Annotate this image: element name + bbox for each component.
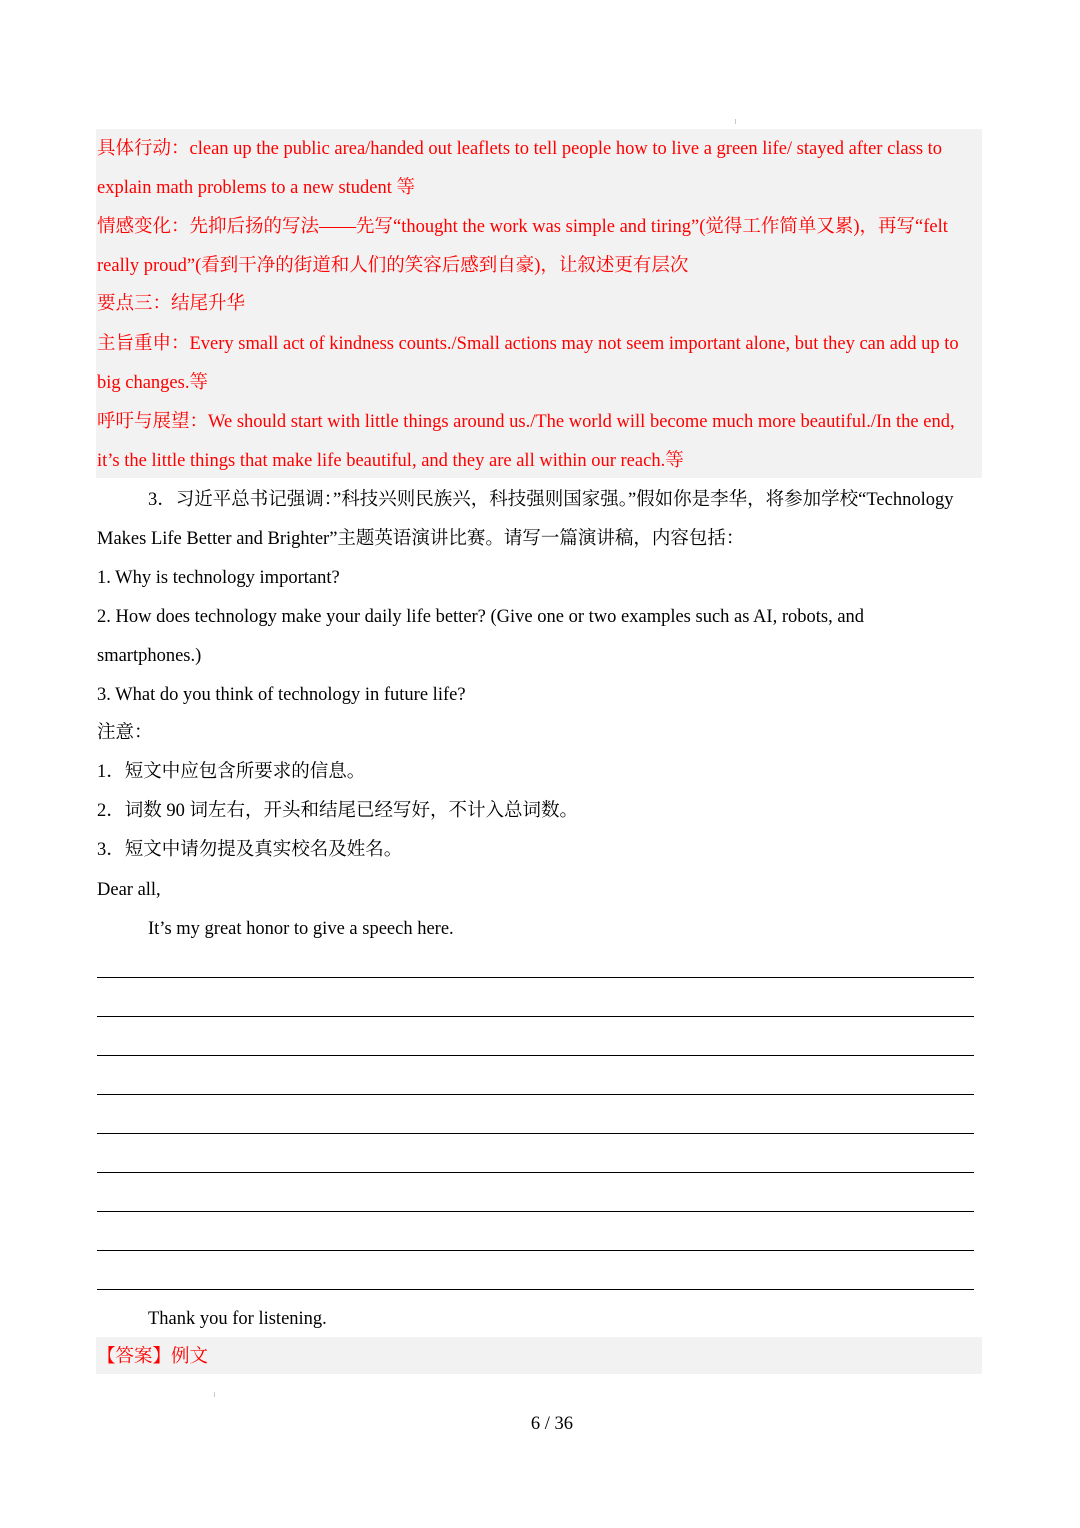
question-point-3: 3. What do you think of technology in future life?: [97, 685, 466, 705]
answer-line-8: 呼吁与展望：We should start with little things around us./The world will become much more beautiful./In the end,: [97, 412, 955, 432]
page-number: 6 / 36: [530, 1414, 574, 1434]
answer-line-2: explain math problems to a new student 等: [97, 178, 416, 198]
question-point-2-line-2: smartphones.): [97, 646, 202, 666]
writing-line: [97, 1289, 974, 1290]
note-1: 1．短文中应包含所要求的信息。: [97, 762, 366, 782]
question-intro-line-2: Makes Life Better and Brighter”主题英语演讲比赛。请写一篇演讲稿，内容包括：: [97, 529, 745, 549]
writing-line: [97, 1094, 974, 1095]
answer-label-highlight: [96, 1337, 982, 1374]
answer-label: 【答案】例文: [97, 1347, 209, 1367]
writing-line: [97, 977, 974, 978]
note-3: 3．短文中请勿提及真实校名及姓名。: [97, 840, 403, 860]
notes-heading: 注意：: [97, 723, 153, 743]
answer-line-3: 情感变化：先抑后扬的写法——先写“thought the work was simple and tiring”(觉得工作简单又累)，再写“felt: [97, 217, 948, 237]
writing-line: [97, 1055, 974, 1056]
question-point-1: 1. Why is technology important?: [97, 568, 340, 588]
question-intro-line-1: 3．习近平总书记强调：”科技兴则民族兴，科技强则国家强。”假如你是李华，将参加学校“Technology: [148, 490, 954, 510]
answer-line-5: 要点三：结尾升华: [97, 294, 246, 314]
answer-line-1: 具体行动：clean up the public area/handed out leaflets to tell people how to live a green life/ stayed after class to: [97, 139, 943, 159]
writing-line: [97, 1133, 974, 1134]
letter-closing: Thank you for listening.: [148, 1309, 327, 1329]
note-2: 2．词数 90 词左右，开头和结尾已经写好，不计入总词数。: [97, 801, 579, 821]
writing-line: [97, 1250, 974, 1251]
answer-line-7: big changes.等: [97, 373, 208, 393]
letter-opening: It’s my great honor to give a speech here.: [148, 919, 454, 939]
corner-tick-mark: [735, 119, 736, 124]
writing-line: [97, 1016, 974, 1017]
answer-line-9: it’s the little things that make life beautiful, and they are all within our reach.等: [97, 451, 684, 471]
writing-line: [97, 1172, 974, 1173]
writing-line: [97, 1211, 974, 1212]
question-point-2-line-1: 2. How does technology make your daily life better? (Give one or two examples such as AI, robots, and: [97, 607, 865, 627]
corner-tick-mark: [214, 1392, 215, 1397]
letter-greeting: Dear all,: [97, 880, 161, 900]
answer-line-6: 主旨重申：Every small act of kindness counts./Small actions may not seem important alone, but they can add up to: [97, 334, 959, 354]
answer-line-4: really proud”(看到干净的街道和人们的笑容后感到自豪)，让叙述更有层次: [97, 256, 689, 276]
